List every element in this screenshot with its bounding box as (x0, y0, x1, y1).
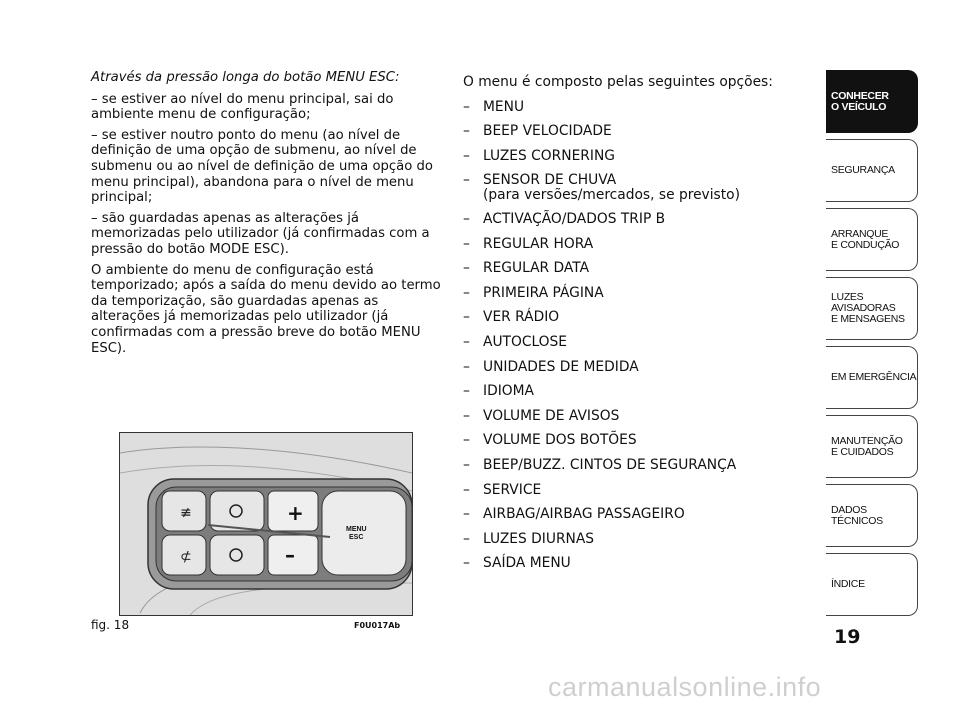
section-tab[interactable] (826, 553, 918, 616)
menu-option-item (463, 355, 793, 380)
menu-option-item (463, 551, 793, 576)
svg-text:≢: ≢ (180, 505, 192, 521)
menu-option-label: BEEP VELOCIDADE (483, 123, 612, 140)
section-tab[interactable] (826, 277, 918, 340)
section-tab[interactable] (826, 484, 918, 547)
menu-option-label: SAÍDA MENU (483, 555, 571, 572)
menu-option-label: LUZES DIURNAS (483, 530, 595, 547)
menu-option-label: VOLUME DE AVISOS (483, 407, 620, 424)
svg-text:⊄: ⊄ (180, 549, 192, 565)
list-dash: – (463, 333, 470, 350)
list-dash: – (463, 456, 470, 473)
list-dash: – (463, 235, 470, 252)
menu-option-item (463, 207, 793, 232)
list-dash: – (463, 383, 470, 400)
control-panel-illustration (120, 433, 412, 615)
menu-option-item (463, 404, 793, 429)
menu-option-label: IDIOMA (483, 383, 534, 400)
menu-option-item (463, 502, 793, 527)
menu-option-item (463, 527, 793, 552)
menu-esc-label-line2: ESC (349, 534, 364, 541)
menu-option-label: VER RÁDIO (483, 309, 560, 326)
figure-code: F0U017Ab (354, 621, 401, 630)
menu-option-item (463, 428, 793, 453)
menu-option-label: VOLUME DOS BOTÕES (483, 432, 637, 449)
page-number: 19 (834, 626, 861, 648)
menu-option-label: ACTIVAÇÃO/DADOS TRIP B (483, 210, 666, 227)
menu-option-note: (para versões/mercados, se previsto) (483, 186, 740, 203)
menu-option-label: LUZES CORNERING (483, 147, 615, 164)
menu-options-list (463, 95, 793, 576)
watermark: carmanualsonline.info (548, 672, 822, 702)
menu-option-label: PRIMEIRA PÁGINA (483, 284, 604, 301)
menu-option-label: AUTOCLOSE (483, 333, 567, 350)
paragraph-abandon-level: – se estiver noutro ponto do menu (ao nível de definição de uma opção de submenu, ao nível de submenu ou ao nível de definição de uma opção do menu principal), abandona para o nível de menu principal; (91, 127, 433, 206)
paragraph-timer: O ambiente do menu de configuração está temporizado; após a saída do menu devido ao termo da temporização, são guardadas apenas as alterações já memorizadas pelo utilizador (já confirmadas com a pressão breve do botão MENU ESC). (91, 262, 441, 356)
list-dash: – (463, 555, 470, 572)
paragraph-saved-changes: – são guardadas apenas as alterações já memorizadas pelo utilizador (já confirmadas com a pressão do botão MODE ESC). (91, 210, 430, 257)
section-tab-label: DADOS TÉCNICOS (831, 503, 883, 527)
section-tab[interactable] (826, 346, 918, 409)
menu-option-item (463, 379, 793, 404)
list-dash: – (463, 530, 470, 547)
menu-option-label: BEEP/BUZZ. CINTOS DE SEGURANÇA (483, 456, 737, 473)
list-dash: – (463, 432, 470, 449)
list-dash: – (463, 481, 470, 498)
left-text-column (91, 70, 441, 361)
list-dash: – (463, 147, 470, 164)
menu-option-item (463, 330, 793, 355)
list-dash: – (463, 506, 470, 523)
menu-option-label: REGULAR DATA (483, 260, 590, 277)
paragraph-exit-config: – se estiver ao nível do menu principal, sai do ambiente menu de configuração; (91, 91, 394, 123)
menu-option-label: SENSOR DE CHUVA (483, 172, 617, 189)
section-tab-label: EM EMERGÊNCIA (831, 371, 917, 383)
section-tab[interactable] (826, 70, 918, 133)
section-tab[interactable] (826, 415, 918, 478)
plus-button-label: + (287, 501, 304, 525)
figure-caption: fig. 18 (91, 618, 130, 632)
list-dash: – (463, 260, 470, 277)
menu-intro-text: O menu é composto pelas seguintes opções: (463, 74, 773, 90)
list-dash: – (463, 309, 470, 326)
right-text-column (463, 70, 793, 576)
list-dash: – (463, 407, 470, 424)
menu-option-label: REGULAR HORA (483, 235, 594, 252)
menu-option-item (463, 478, 793, 503)
list-dash: – (463, 98, 470, 115)
menu-option-item (463, 144, 793, 169)
menu-option-item (463, 281, 793, 306)
list-dash: – (463, 284, 470, 301)
section-tab-label: ÍNDICE (831, 578, 865, 590)
menu-option-label: SERVICE (483, 481, 542, 498)
menu-option-item (463, 305, 793, 330)
list-dash: – (463, 172, 470, 189)
intro-text: Através da pressão longa do botão MENU ESC: (91, 70, 400, 85)
list-dash: – (463, 123, 470, 140)
section-tab[interactable] (826, 139, 918, 202)
menu-option-label: AIRBAG/AIRBAG PASSAGEIRO (483, 506, 685, 523)
menu-option-item (463, 95, 793, 120)
menu-esc-label-line1: MENU (346, 526, 367, 533)
section-tab-label: SEGURANÇA (831, 164, 895, 176)
section-tab-label: ARRANQUE E CONDUÇÃO (831, 227, 900, 251)
menu-option-item (463, 256, 793, 281)
menu-option-label: MENU (483, 98, 525, 115)
menu-option-item (463, 119, 793, 144)
section-tabs (826, 70, 918, 622)
menu-option-item (463, 168, 793, 203)
section-tab-label: LUZES AVISADORAS E MENSAGENS (831, 291, 905, 325)
section-tab[interactable] (826, 208, 918, 271)
menu-option-label: UNIDADES DE MEDIDA (483, 358, 639, 375)
section-tab-label: MANUTENÇÃO E CUIDADOS (831, 434, 903, 458)
steering-controls-figure (119, 432, 413, 616)
menu-option-item (463, 453, 793, 478)
list-dash: – (463, 358, 470, 375)
minus-button-label: – (285, 543, 295, 567)
section-tab-label: CONHECER O VEÍCULO (831, 89, 889, 113)
list-dash: – (463, 210, 470, 227)
menu-option-item (463, 232, 793, 257)
